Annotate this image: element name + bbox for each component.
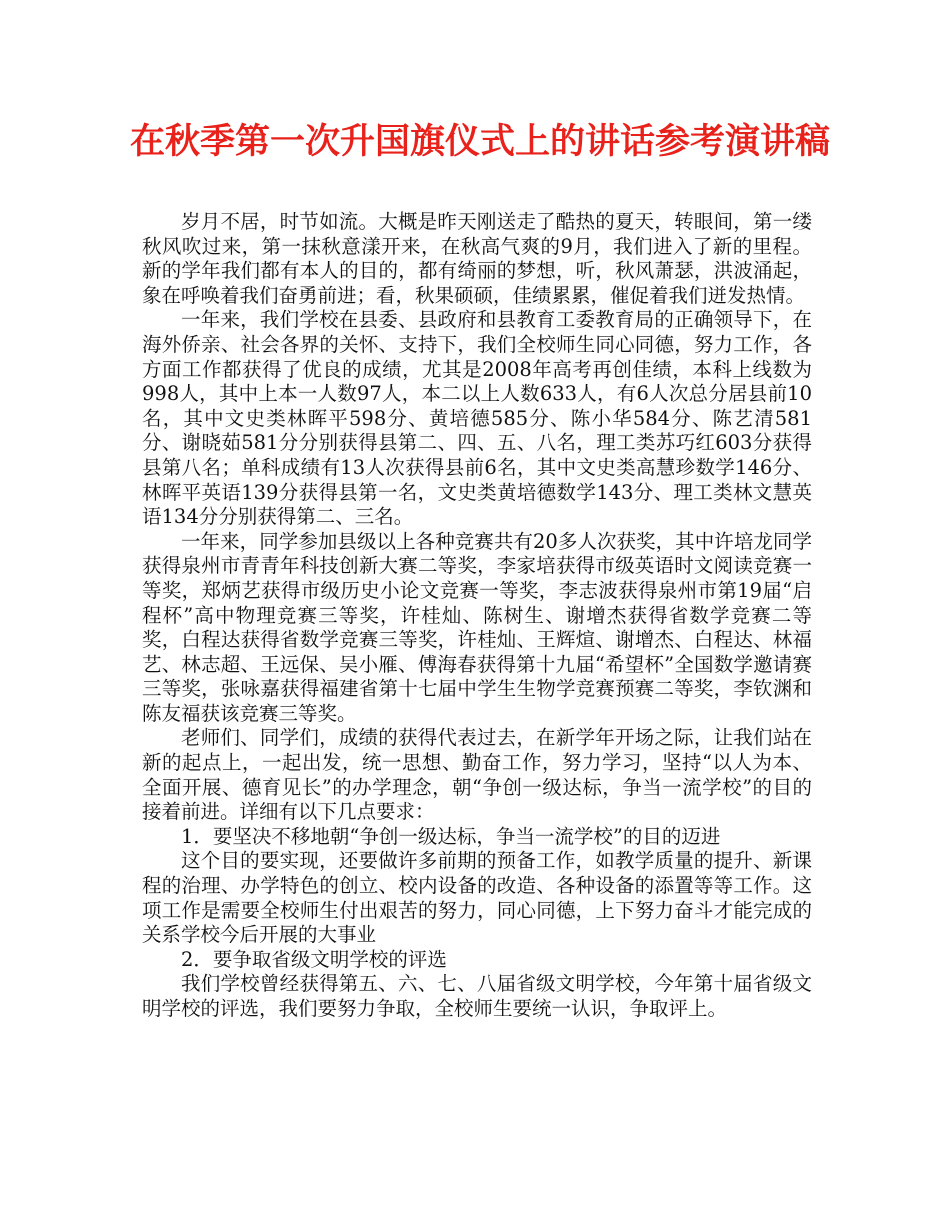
numbered-heading: 2．要争取省级文明学校的评选 (181, 947, 447, 971)
document-title: 在秋季第一次升国旗仪式上的讲话参考演讲稿 (129, 122, 830, 162)
paragraph: 一年来，同学参加县级以上各种竞赛共有20多人次获奖，其中许培龙同学获得泉州市青青年科技创新大赛二等奖，李家培获得市级英语时文阅读竞赛一等奖，郑炳艺获得市级历史小论文竞赛一等奖，李志波获得泉州市第19届“启程杯”高中物理竞赛三等奖，许桂灿、陈树生、谢增杰获得省数学竞赛二等奖，白程达获得省数学竞赛三等奖，许桂灿、王辉煊、谢增杰、白程达、林福艺、林志超、王远保、吴小雁、傅海春获得第十九届“希望杯”全国数学邀请赛三等奖，张咏嘉获得福建省第十七届中学生生物学竞赛预赛二等奖，李钦渊和陈友福获该竞赛三等奖。 (142, 529, 812, 725)
document-body (142, 210, 812, 1022)
paragraph: 一年来，我们学校在县委、县政府和县教育工委教育局的正确领导下，在海外侨亲、社会各界的关怀、支持下，我们全校师生同心同德，努力工作，各方面工作都获得了优良的成绩，尤其是2008年高考再创佳绩，本科上线数为998人，其中上本一人数97人，本二以上人数633人，有6人次总分居县前10名，其中文史类林晖平598分、黄培德585分、陈小华584分、陈艺清581分、谢晓茹581分分别获得县第二、四、五、八名，理工类苏巧红603分获得县第八名；单科成绩有13人次获得县前6名，其中文史类高慧珍数学146分、林晖平英语139分获得县第一名，文史类黄培德数学143分、理工类林文慧英语134分分别获得第二、三名。 (142, 308, 812, 529)
numbered-heading: 1．要坚决不移地朝“争创一级达标，争当一流学校”的目的迈进 (181, 824, 721, 848)
paragraph: 我们学校曾经获得第五、六、七、八届省级文明学校，今年第十届省级文明学校的评选，我们要努力争取，全校师生要统一认识，争取评上。 (142, 972, 812, 1020)
paragraph: 这个目的要实现，还要做许多前期的预备工作，如教学质量的提升、新课程的治理、办学特色的创立、校内设备的改造、各种设备的添置等等工作。这项工作是需要全校师生付出艰苦的努力，同心同德，上下努力奋斗才能完成的关系学校今后开展的大事业 (142, 849, 812, 947)
paragraph: 岁月不居，时节如流。大概是昨天刚送走了酷热的夏天，转眼间，第一缕秋风吹过来，第一抹秋意漾开来，在秋高气爽的9月，我们进入了新的里程。新的学年我们都有本人的目的，都有绮丽的梦想，听，秋风萧瑟，洪波涌起，象在呼唤着我们奋勇前进；看，秋果硕硕，佳绩累累，催促着我们迸发热情。 (142, 210, 812, 307)
paragraph: 老师们、同学们，成绩的获得代表过去，在新学年开场之际，让我们站在新的起点上，一起出发，统一思想、勤奋工作，努力学习，坚持“以人为本、全面开展、德育见长”的办学理念，朝“争创一级达标，争当一流学校”的目的接着前进。详细有以下几点要求： (142, 726, 812, 824)
